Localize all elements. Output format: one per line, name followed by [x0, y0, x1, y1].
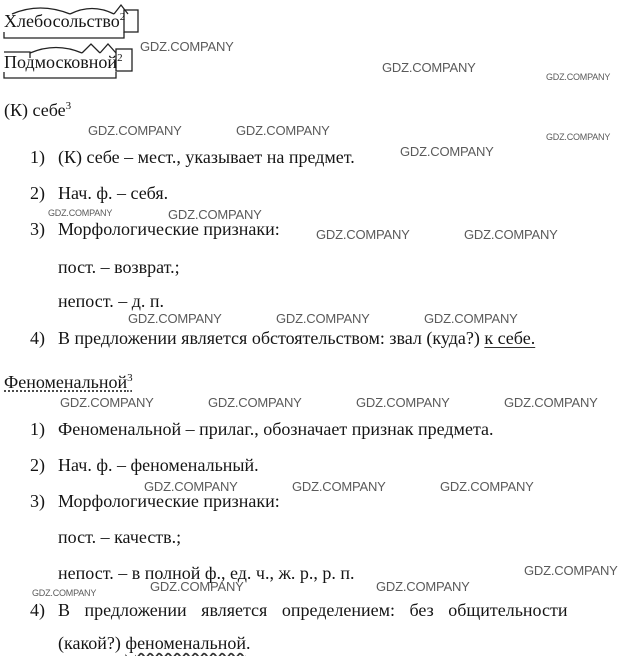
watermark: GDZ.COMPANY: [140, 39, 234, 54]
s2-item3-nonconst: непост. – в полной ф., ед. ч., ж. р., р. п.: [58, 563, 355, 583]
watermark: GDZ.COMPANY: [316, 227, 410, 242]
s2-item4-num: 4): [30, 600, 45, 620]
s2-item3-num: 3): [30, 491, 45, 511]
word2-label: Подмосковной: [4, 52, 118, 72]
watermark: GDZ.COMPANY: [292, 479, 386, 494]
watermark: GDZ.COMPANY: [424, 311, 518, 326]
watermark: GDZ.COMPANY: [524, 563, 618, 578]
s1-item4-prefix: В предложении является обстоятельством: звал (куда?): [58, 328, 485, 348]
watermark: GDZ.COMPANY: [546, 72, 611, 82]
watermark: GDZ.COMPANY: [382, 60, 476, 75]
s2-item4-text-cont: [58, 632, 250, 654]
word1-label: Хлебосольство: [4, 11, 120, 31]
s1-item3-num: 3): [30, 219, 45, 239]
s1-item3-const: пост. – возврат.;: [58, 257, 180, 277]
watermark: GDZ.COMPANY: [546, 132, 611, 142]
watermark: GDZ.COMPANY: [400, 144, 494, 159]
watermark: GDZ.COMPANY: [464, 227, 558, 242]
watermark: GDZ.COMPANY: [88, 123, 182, 138]
s2-item3-text: Морфологические признаки:: [58, 491, 280, 511]
word1-sup: 2: [119, 11, 126, 23]
watermark: GDZ.COMPANY: [376, 579, 470, 594]
watermark: GDZ.COMPANY: [504, 395, 598, 410]
s2-item3-const: пост. – качеств.;: [58, 527, 182, 547]
word2-sup: 2: [117, 52, 123, 64]
watermark: GDZ.COMPANY: [276, 311, 370, 326]
section1-heading-text: (К) себе: [4, 100, 66, 120]
s1-item2-num: 2): [30, 183, 45, 203]
s1-item2-text: Нач. ф. – себя.: [58, 183, 169, 203]
s2-item2-num: 2): [30, 455, 45, 475]
section2-heading-text: Феноменальной: [4, 372, 128, 392]
s1-item4-text: [58, 327, 535, 349]
s2-item4-text: В предложении является определением: без общительности: [58, 600, 568, 620]
section2-heading-sup: 3: [127, 372, 133, 384]
watermark: GDZ.COMPANY: [236, 123, 330, 138]
s1-item1-num: 1): [30, 147, 45, 167]
watermark: GDZ.COMPANY: [356, 395, 450, 410]
watermark: GDZ.COMPANY: [32, 588, 97, 598]
watermark: GDZ.COMPANY: [144, 479, 238, 494]
s1-item4-num: 4): [30, 328, 45, 348]
s1-item4-underlined: к себе.: [484, 328, 536, 348]
section1-heading-sup: 3: [65, 100, 72, 112]
watermark: GDZ.COMPANY: [150, 579, 244, 594]
s2-item1-text: Феноменальной – прилаг., обозначает признак предмета.: [58, 419, 494, 439]
s2-item4-cont-suffix: .: [245, 633, 251, 653]
watermark: GDZ.COMPANY: [208, 395, 302, 410]
watermark: GDZ.COMPANY: [440, 479, 534, 494]
s1-item1-text: (К) себе – мест., указывает на предмет.: [58, 147, 355, 167]
word1-text: [4, 10, 125, 32]
s2-item2-text: Нач. ф. – феноменальный.: [58, 455, 259, 475]
watermark: GDZ.COMPANY: [48, 208, 113, 218]
watermark: GDZ.COMPANY: [60, 395, 154, 410]
s1-item3-nonconst: непост. – д. п.: [58, 291, 164, 311]
section2-heading: [4, 371, 133, 393]
s2-item4-cont-underlined: феноменальной: [125, 633, 246, 653]
section1-heading: [4, 99, 71, 121]
word2-text: [4, 51, 123, 73]
s1-item3-text: Морфологические признаки:: [58, 219, 280, 239]
s2-item4-cont-prefix: (какой?): [58, 633, 126, 653]
s2-item1-num: 1): [30, 419, 45, 439]
watermark: GDZ.COMPANY: [128, 311, 222, 326]
watermark: GDZ.COMPANY: [168, 207, 262, 222]
